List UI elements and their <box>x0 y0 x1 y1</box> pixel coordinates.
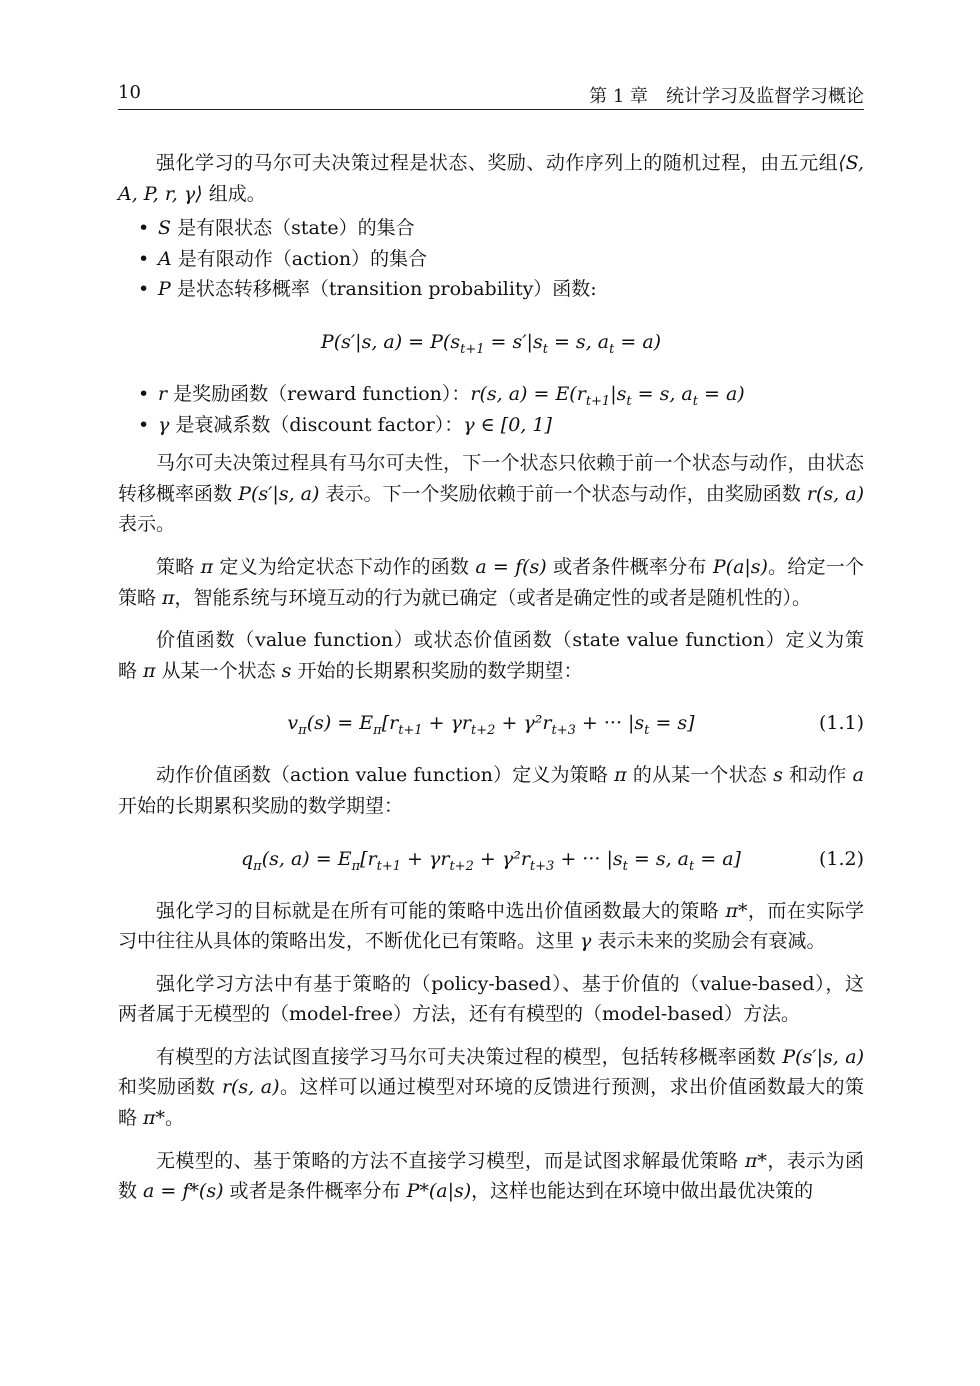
list-item-states: • S 是有限状态（state）的集合 <box>158 213 864 244</box>
paragraph-model-based: 有模型的方法试图直接学习马尔可夫决策过程的模型，包括转移概率函数 P(s′|s, a) 和奖励函数 r(s, a)。这样可以通过模型对环境的反馈进行预测，求出价值函数最大的策略 π*。 <box>118 1045 864 1130</box>
mdp-component-list <box>118 213 864 305</box>
page-header <box>118 76 864 108</box>
page-number: 10 <box>118 82 141 103</box>
equation-1-2 <box>118 844 864 874</box>
equation-number: (1.2) <box>818 847 864 870</box>
paragraph-goal: 强化学习的目标就是在所有可能的策略中选出价值函数最大的策略 π*，而在实际学习中往往从具体的策略出发，不断优化已有策略。这里 γ 表示未来的奖励会有衰减。 <box>118 899 864 953</box>
list-item-reward: • r 是奖励函数（reward function）：r(s, $a) = E(r_{t+1}|s_t = s$, $a_t = a$) <box>158 379 864 410</box>
list-item-discount: • γ 是衰减系数（discount factor）：γ ∈ [0, 1] <box>158 410 864 441</box>
paragraph-policy: 策略 π 定义为给定状态下动作的函数 a = f(s) 或者条件概率分布 P(a|s)。给定一个策略 π，智能系统与环境互动的行为就已确定（或者是确定性的或者是随机性的）。 <box>118 555 865 609</box>
paragraph-model-free: 无模型的、基于策略的方法不直接学习模型，而是试图求解最优策略 π*，表示为函数 a = f*(s) 或者是条件概率分布 P*(a|s)，这样也能达到在环境中做出最优决策的 <box>118 1149 864 1203</box>
list-item-actions: • A 是有限动作（action）的集合 <box>158 244 864 275</box>
header-rule <box>118 109 864 110</box>
paragraph-markov-property: 马尔可夫决策过程具有马尔可夫性，下一个状态只依赖于前一个状态与动作，由状态转移概率函数 P(s′|s, a) 表示。下一个奖励依赖于前一个状态与动作，由奖励函数 r(s, a) 表示。 <box>118 452 864 536</box>
mdp-component-list-2 <box>118 379 864 440</box>
paragraph-value-function: 价值函数（value function）或状态价值函数（state value function）定义为策略 π 从某一个状态 s 开始的长期累积奖励的数学期望： <box>118 629 864 682</box>
equation-1-1 <box>118 708 864 738</box>
paragraph-action-value: 动作价值函数（action value function）定义为策略 π 的从某一个状态 s 和动作 a 开始的长期累积奖励的数学期望： <box>118 764 864 817</box>
formula-transition: P(s′|s, $a) = P(s_{t+1} = s'|s_t = s$, $a_t = a$) <box>320 330 662 357</box>
running-title: 第 1 章 统计学习及监督学习概论 <box>589 86 864 107</box>
equation-transition <box>118 327 864 357</box>
paragraph-mdp-intro: 强化学习的马尔可夫决策过程是状态、奖励、动作序列上的随机过程，由五元组⟨S, A, P, r, γ⟩ 组成。 <box>118 152 864 205</box>
formula-state-value: $v_\pi(s) = E_\pi[r_{t+1} + \gamma r_{t+2} + \gamma^2r_{t+3}$ + ··· $|s_t = s$] <box>287 712 695 739</box>
formula-action-value: $q_\pi(s$, $a) = E_\pi[r_{t+1} + \gamma r_{t+2} + \gamma^2r_{t+3}$ + ··· $|s_t = s$, $a_t = a$] <box>241 847 741 874</box>
list-item-transition: • P 是状态转移概率（transition probability）函数: <box>158 274 864 305</box>
equation-number: (1.1) <box>818 712 864 735</box>
math-tuple: ⟨S, A, P, r, γ⟩ <box>118 152 864 205</box>
body-text <box>118 148 864 1219</box>
paragraph-methods: 强化学习方法中有基于策略的（policy-based）、基于价值的（value-based），这两者属于无模型的（model-free）方法，还有有模型的（model-based）方法。 <box>118 972 864 1026</box>
